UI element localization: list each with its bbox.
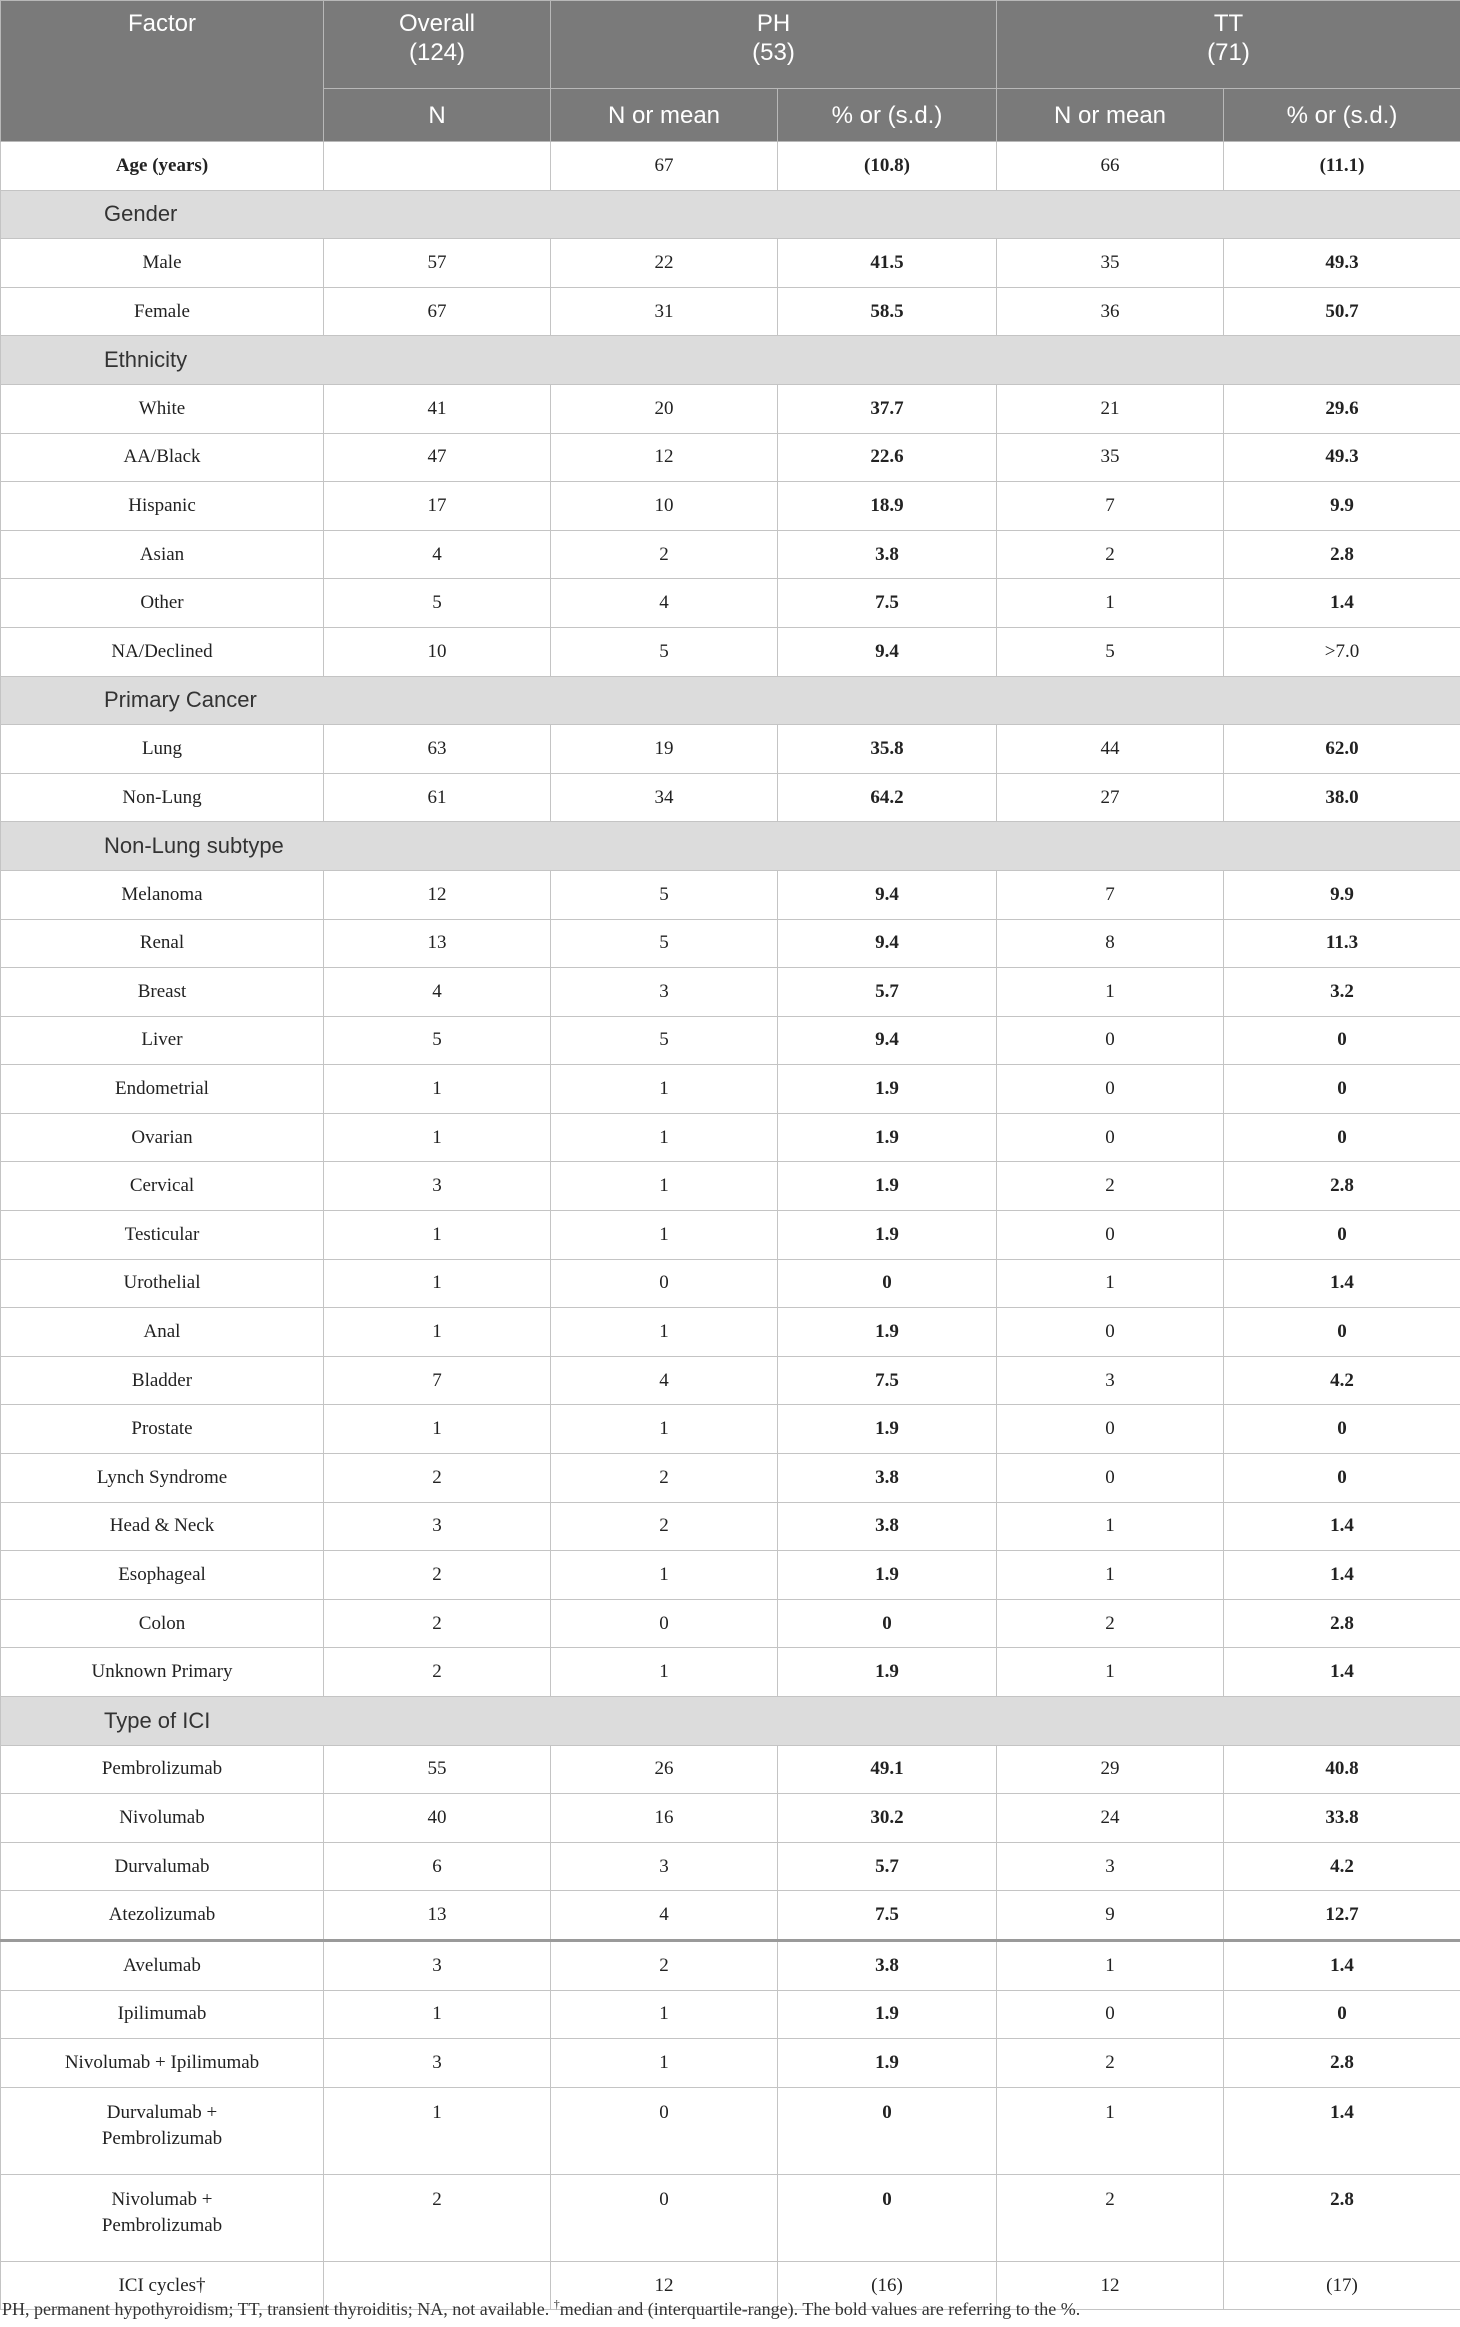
tt-n: 1 bbox=[997, 579, 1224, 628]
tt-pct: 9.9 bbox=[1224, 870, 1460, 919]
tt-n: 2 bbox=[997, 2039, 1224, 2088]
table-row-age bbox=[1, 142, 1460, 191]
ph-pct: 1.9 bbox=[778, 1551, 997, 1600]
ph-pct: 7.5 bbox=[778, 579, 997, 628]
age-tt-mean: 66 bbox=[997, 142, 1224, 191]
ph-pct: 37.7 bbox=[778, 384, 997, 433]
ph-count: (53) bbox=[752, 39, 795, 66]
tt-n: 2 bbox=[997, 1599, 1224, 1648]
tt-pct: 1.4 bbox=[1224, 1502, 1460, 1551]
row-label: Ipilimumab bbox=[1, 1990, 324, 2039]
ph-n: 1 bbox=[551, 1405, 778, 1454]
tt-pct: 62.0 bbox=[1224, 725, 1460, 774]
row-label: Head & Neck bbox=[1, 1502, 324, 1551]
table-row bbox=[1, 1794, 1460, 1843]
ph-n: 1 bbox=[551, 1990, 778, 2039]
table-row bbox=[1, 1065, 1460, 1114]
overall-n: 41 bbox=[324, 384, 551, 433]
row-label: Non-Lung bbox=[1, 773, 324, 822]
overall-n: 67 bbox=[324, 287, 551, 336]
ph-pct: 9.4 bbox=[778, 870, 997, 919]
tt-pct: 49.3 bbox=[1224, 433, 1460, 482]
ph-n: 5 bbox=[551, 627, 778, 676]
row-label: AA/Black bbox=[1, 433, 324, 482]
row-label: White bbox=[1, 384, 324, 433]
tt-n: 35 bbox=[997, 433, 1224, 482]
ph-n: 19 bbox=[551, 725, 778, 774]
table-row bbox=[1, 1891, 1460, 1941]
ph-n: 4 bbox=[551, 1356, 778, 1405]
tt-n: 8 bbox=[997, 919, 1224, 968]
ph-n: 5 bbox=[551, 919, 778, 968]
ph-pct: 58.5 bbox=[778, 287, 997, 336]
tt-n: 1 bbox=[997, 1648, 1224, 1697]
overall-count: (124) bbox=[408, 39, 466, 66]
table-row bbox=[1, 2174, 1460, 2261]
tt-pct: 2.8 bbox=[1224, 2174, 1460, 2261]
row-label: Prostate bbox=[1, 1405, 324, 1454]
overall-n: 40 bbox=[324, 1794, 551, 1843]
ph-pct: 30.2 bbox=[778, 1794, 997, 1843]
tt-pct: 0 bbox=[1224, 1405, 1460, 1454]
row-label: Urothelial bbox=[1, 1259, 324, 1308]
tt-n: 0 bbox=[997, 1405, 1224, 1454]
ph-pct: 3.8 bbox=[778, 1454, 997, 1503]
table-row bbox=[1, 1990, 1460, 2039]
tt-pct: 2.8 bbox=[1224, 530, 1460, 579]
tt-n: 3 bbox=[997, 1842, 1224, 1891]
ph-pct: 0 bbox=[778, 2087, 997, 2174]
row-label: Melanoma bbox=[1, 870, 324, 919]
tt-pct: 0 bbox=[1224, 1990, 1460, 2039]
tt-n: 1 bbox=[997, 968, 1224, 1017]
row-label: Female bbox=[1, 287, 324, 336]
row-label: Avelumab bbox=[1, 1940, 324, 1990]
ph-pct: 1.9 bbox=[778, 1405, 997, 1454]
ph-pct: 7.5 bbox=[778, 1891, 997, 1941]
table-row bbox=[1, 725, 1460, 774]
overall-n: 4 bbox=[324, 530, 551, 579]
cycles-label: ICI cycles† bbox=[1, 2261, 324, 2310]
row-label: Male bbox=[1, 239, 324, 288]
ph-n: 1 bbox=[551, 1308, 778, 1357]
footnote-text: PH, permanent hypothyroidism; TT, transient thyroiditis; NA, not available. bbox=[2, 2299, 554, 2319]
overall-n: 1 bbox=[324, 2087, 551, 2174]
table-row bbox=[1, 433, 1460, 482]
ph-n: 2 bbox=[551, 1454, 778, 1503]
ph-n: 0 bbox=[551, 2174, 778, 2261]
tt-n: 1 bbox=[997, 1940, 1224, 1990]
ph-n: 34 bbox=[551, 773, 778, 822]
ph-pct: 0 bbox=[778, 1599, 997, 1648]
subheader-overall-n: N bbox=[324, 89, 551, 142]
ph-pct: 9.4 bbox=[778, 919, 997, 968]
table-row bbox=[1, 1308, 1460, 1357]
overall-n: 4 bbox=[324, 968, 551, 1017]
tt-pct: 1.4 bbox=[1224, 1551, 1460, 1600]
ph-n: 4 bbox=[551, 1891, 778, 1941]
ph-n: 3 bbox=[551, 1842, 778, 1891]
ph-n: 2 bbox=[551, 1940, 778, 1990]
tt-pct: 0 bbox=[1224, 1454, 1460, 1503]
overall-n: 17 bbox=[324, 482, 551, 531]
table-row bbox=[1, 1842, 1460, 1891]
table-row bbox=[1, 1551, 1460, 1600]
tt-n: 7 bbox=[997, 870, 1224, 919]
tt-pct: 2.8 bbox=[1224, 1162, 1460, 1211]
tt-pct: 2.8 bbox=[1224, 1599, 1460, 1648]
tt-n: 0 bbox=[997, 1016, 1224, 1065]
age-tt-sd: (11.1) bbox=[1224, 142, 1460, 191]
table-row bbox=[1, 1405, 1460, 1454]
ph-pct: 0 bbox=[778, 2174, 997, 2261]
overall-n: 63 bbox=[324, 725, 551, 774]
tt-pct: >7.0 bbox=[1224, 627, 1460, 676]
section-header-primary-cancer bbox=[1, 676, 1460, 725]
tt-n: 27 bbox=[997, 773, 1224, 822]
ph-n: 0 bbox=[551, 2087, 778, 2174]
table-row bbox=[1, 287, 1460, 336]
ph-n: 12 bbox=[551, 433, 778, 482]
table-row bbox=[1, 1940, 1460, 1990]
tt-n: 29 bbox=[997, 1745, 1224, 1794]
tt-pct: 4.2 bbox=[1224, 1842, 1460, 1891]
cycles-ph-iqr: (16) bbox=[778, 2261, 997, 2310]
table-row bbox=[1, 579, 1460, 628]
overall-n: 61 bbox=[324, 773, 551, 822]
table-row bbox=[1, 1454, 1460, 1503]
tt-n: 0 bbox=[997, 1113, 1224, 1162]
table-row bbox=[1, 2087, 1460, 2174]
row-label: Nivolumab + Pembrolizumab bbox=[1, 2174, 324, 2261]
overall-n: 1 bbox=[324, 1113, 551, 1162]
overall-n: 3 bbox=[324, 2039, 551, 2088]
cycles-tt-iqr: (17) bbox=[1224, 2261, 1460, 2310]
table-row bbox=[1, 773, 1460, 822]
ph-label: PH bbox=[756, 10, 791, 37]
tt-pct: 33.8 bbox=[1224, 1794, 1460, 1843]
overall-n: 10 bbox=[324, 627, 551, 676]
table-row bbox=[1, 1162, 1460, 1211]
section-header-ethnicity bbox=[1, 336, 1460, 385]
overall-n: 1 bbox=[324, 1405, 551, 1454]
section-header-type-of-ici bbox=[1, 1697, 1460, 1746]
ph-pct: 35.8 bbox=[778, 725, 997, 774]
overall-label: Overall bbox=[398, 10, 476, 37]
overall-n: 7 bbox=[324, 1356, 551, 1405]
factor-header: Factor bbox=[1, 1, 324, 142]
row-label: NA/Declined bbox=[1, 627, 324, 676]
overall-n: 55 bbox=[324, 1745, 551, 1794]
tt-pct: 0 bbox=[1224, 1065, 1460, 1114]
table-row bbox=[1, 968, 1460, 1017]
tt-pct: 49.3 bbox=[1224, 239, 1460, 288]
ph-pct: 1.9 bbox=[778, 1162, 997, 1211]
tt-n: 7 bbox=[997, 482, 1224, 531]
row-label: Colon bbox=[1, 1599, 324, 1648]
row-label: Liver bbox=[1, 1016, 324, 1065]
ph-n: 20 bbox=[551, 384, 778, 433]
section-title: Non-Lung subtype bbox=[1, 822, 1460, 871]
tt-n: 0 bbox=[997, 1211, 1224, 1260]
tt-pct: 50.7 bbox=[1224, 287, 1460, 336]
tt-n: 44 bbox=[997, 725, 1224, 774]
section-header-gender bbox=[1, 190, 1460, 239]
ph-n: 1 bbox=[551, 1551, 778, 1600]
overall-n: 1 bbox=[324, 1308, 551, 1357]
ph-header bbox=[551, 1, 997, 89]
ph-n: 1 bbox=[551, 2039, 778, 2088]
tt-n: 1 bbox=[997, 2087, 1224, 2174]
table-row bbox=[1, 1356, 1460, 1405]
tt-n: 21 bbox=[997, 384, 1224, 433]
row-label: Lynch Syndrome bbox=[1, 1454, 324, 1503]
table-row bbox=[1, 1211, 1460, 1260]
ph-pct: 22.6 bbox=[778, 433, 997, 482]
ph-pct: 5.7 bbox=[778, 1842, 997, 1891]
tt-pct: 1.4 bbox=[1224, 1940, 1460, 1990]
tt-n: 0 bbox=[997, 1065, 1224, 1114]
ph-n: 1 bbox=[551, 1065, 778, 1114]
overall-n: 6 bbox=[324, 1842, 551, 1891]
age-overall bbox=[324, 142, 551, 191]
tt-pct: 0 bbox=[1224, 1211, 1460, 1260]
ph-n: 1 bbox=[551, 1211, 778, 1260]
tt-n: 24 bbox=[997, 1794, 1224, 1843]
tt-n: 1 bbox=[997, 1259, 1224, 1308]
ph-pct: 0 bbox=[778, 1259, 997, 1308]
tt-n: 1 bbox=[997, 1551, 1224, 1600]
tt-pct: 29.6 bbox=[1224, 384, 1460, 433]
tt-n: 36 bbox=[997, 287, 1224, 336]
tt-n: 5 bbox=[997, 627, 1224, 676]
tt-pct: 40.8 bbox=[1224, 1745, 1460, 1794]
ph-n: 4 bbox=[551, 579, 778, 628]
overall-n: 5 bbox=[324, 1016, 551, 1065]
table-row bbox=[1, 239, 1460, 288]
table-row bbox=[1, 2039, 1460, 2088]
overall-n: 13 bbox=[324, 1891, 551, 1941]
ph-n: 5 bbox=[551, 1016, 778, 1065]
ph-pct: 18.9 bbox=[778, 482, 997, 531]
row-label: Durvalumab bbox=[1, 1842, 324, 1891]
ph-n: 0 bbox=[551, 1259, 778, 1308]
table-header bbox=[1, 1, 1460, 142]
row-label: Atezolizumab bbox=[1, 1891, 324, 1941]
tt-n: 2 bbox=[997, 2174, 1224, 2261]
table-row bbox=[1, 627, 1460, 676]
overall-n: 2 bbox=[324, 1599, 551, 1648]
overall-n: 57 bbox=[324, 239, 551, 288]
overall-n: 2 bbox=[324, 1551, 551, 1600]
overall-n: 3 bbox=[324, 1162, 551, 1211]
age-ph-sd: (10.8) bbox=[778, 142, 997, 191]
table-row bbox=[1, 1502, 1460, 1551]
ph-pct: 49.1 bbox=[778, 1745, 997, 1794]
age-label: Age (years) bbox=[1, 142, 324, 191]
ph-pct: 9.4 bbox=[778, 1016, 997, 1065]
cycles-tt-median: 12 bbox=[997, 2261, 1224, 2310]
row-label: Endometrial bbox=[1, 1065, 324, 1114]
ph-n: 1 bbox=[551, 1162, 778, 1211]
table-row bbox=[1, 482, 1460, 531]
subheader-tt-n: N or mean bbox=[997, 89, 1224, 142]
overall-n: 1 bbox=[324, 1990, 551, 2039]
ph-pct: 7.5 bbox=[778, 1356, 997, 1405]
row-label: Unknown Primary bbox=[1, 1648, 324, 1697]
tt-pct: 11.3 bbox=[1224, 919, 1460, 968]
tt-label: TT bbox=[1213, 10, 1244, 37]
table-body bbox=[1, 142, 1460, 2310]
ph-n: 1 bbox=[551, 1648, 778, 1697]
ph-n: 31 bbox=[551, 287, 778, 336]
ph-pct: 3.8 bbox=[778, 1502, 997, 1551]
ph-pct: 1.9 bbox=[778, 1990, 997, 2039]
overall-n: 47 bbox=[324, 433, 551, 482]
row-label: Lung bbox=[1, 725, 324, 774]
tt-n: 35 bbox=[997, 239, 1224, 288]
overall-n: 2 bbox=[324, 2174, 551, 2261]
ph-pct: 1.9 bbox=[778, 1065, 997, 1114]
ph-n: 26 bbox=[551, 1745, 778, 1794]
table-row bbox=[1, 1648, 1460, 1697]
ph-n: 2 bbox=[551, 1502, 778, 1551]
ph-pct: 5.7 bbox=[778, 968, 997, 1017]
cycles-ph-median: 12 bbox=[551, 2261, 778, 2310]
overall-n: 1 bbox=[324, 1065, 551, 1114]
table-row bbox=[1, 1113, 1460, 1162]
tt-pct: 1.4 bbox=[1224, 2087, 1460, 2174]
row-label: Breast bbox=[1, 968, 324, 1017]
overall-n: 2 bbox=[324, 1648, 551, 1697]
overall-n: 5 bbox=[324, 579, 551, 628]
ph-n: 22 bbox=[551, 239, 778, 288]
table-row bbox=[1, 530, 1460, 579]
table-row bbox=[1, 1745, 1460, 1794]
ph-n: 3 bbox=[551, 968, 778, 1017]
tt-count: (71) bbox=[1207, 39, 1250, 66]
ph-pct: 1.9 bbox=[778, 1211, 997, 1260]
ph-pct: 1.9 bbox=[778, 1308, 997, 1357]
tt-n: 9 bbox=[997, 1891, 1224, 1941]
ph-n: 1 bbox=[551, 1113, 778, 1162]
tt-n: 0 bbox=[997, 1990, 1224, 2039]
row-label: Cervical bbox=[1, 1162, 324, 1211]
ph-pct: 1.9 bbox=[778, 1113, 997, 1162]
ph-n: 2 bbox=[551, 530, 778, 579]
table-row bbox=[1, 1016, 1460, 1065]
ph-pct: 3.8 bbox=[778, 530, 997, 579]
ph-pct: 3.8 bbox=[778, 1940, 997, 1990]
row-label: Anal bbox=[1, 1308, 324, 1357]
row-label: Renal bbox=[1, 919, 324, 968]
table-row bbox=[1, 870, 1460, 919]
ph-n: 0 bbox=[551, 1599, 778, 1648]
footnote-dagger: † bbox=[553, 2297, 560, 2311]
tt-pct: 1.4 bbox=[1224, 579, 1460, 628]
overall-n: 13 bbox=[324, 919, 551, 968]
overall-n: 1 bbox=[324, 1211, 551, 1260]
tt-n: 1 bbox=[997, 1502, 1224, 1551]
tt-pct: 3.2 bbox=[1224, 968, 1460, 1017]
tt-n: 3 bbox=[997, 1356, 1224, 1405]
tt-pct: 38.0 bbox=[1224, 773, 1460, 822]
ph-n: 10 bbox=[551, 482, 778, 531]
tt-pct: 4.2 bbox=[1224, 1356, 1460, 1405]
table-row bbox=[1, 1259, 1460, 1308]
table-row bbox=[1, 1599, 1460, 1648]
subheader-ph-n: N or mean bbox=[551, 89, 778, 142]
ph-n: 5 bbox=[551, 870, 778, 919]
row-label: Hispanic bbox=[1, 482, 324, 531]
row-label: Durvalumab + Pembrolizumab bbox=[1, 2087, 324, 2174]
age-ph-mean: 67 bbox=[551, 142, 778, 191]
overall-n: 2 bbox=[324, 1454, 551, 1503]
row-label: Testicular bbox=[1, 1211, 324, 1260]
overall-header bbox=[324, 1, 551, 89]
row-label: Asian bbox=[1, 530, 324, 579]
row-label: Other bbox=[1, 579, 324, 628]
tt-n: 2 bbox=[997, 530, 1224, 579]
tt-n: 0 bbox=[997, 1454, 1224, 1503]
tt-n: 2 bbox=[997, 1162, 1224, 1211]
ph-pct: 64.2 bbox=[778, 773, 997, 822]
row-label: Bladder bbox=[1, 1356, 324, 1405]
tt-pct: 0 bbox=[1224, 1113, 1460, 1162]
section-header-non-lung-subtype bbox=[1, 822, 1460, 871]
tt-pct: 1.4 bbox=[1224, 1648, 1460, 1697]
section-title: Ethnicity bbox=[1, 336, 1460, 385]
tt-pct: 0 bbox=[1224, 1016, 1460, 1065]
tt-pct: 9.9 bbox=[1224, 482, 1460, 531]
row-label: Nivolumab + Ipilimumab bbox=[1, 2039, 324, 2088]
section-title: Type of ICI bbox=[1, 1697, 1460, 1746]
table-row bbox=[1, 384, 1460, 433]
ph-pct: 1.9 bbox=[778, 1648, 997, 1697]
overall-n: 3 bbox=[324, 1940, 551, 1990]
ph-n: 16 bbox=[551, 1794, 778, 1843]
table-row bbox=[1, 919, 1460, 968]
subheader-ph-pct: % or (s.d.) bbox=[778, 89, 997, 142]
footnote-text-2: median and (interquartile-range). The bold values are referring to the %. bbox=[559, 2299, 1081, 2319]
section-title: Gender bbox=[1, 190, 1460, 239]
tt-pct: 2.8 bbox=[1224, 2039, 1460, 2088]
row-label: Nivolumab bbox=[1, 1794, 324, 1843]
subheader-tt-pct: % or (s.d.) bbox=[1224, 89, 1460, 142]
row-label: Esophageal bbox=[1, 1551, 324, 1600]
overall-n: 12 bbox=[324, 870, 551, 919]
tt-pct: 12.7 bbox=[1224, 1891, 1460, 1941]
overall-n: 1 bbox=[324, 1259, 551, 1308]
ph-pct: 41.5 bbox=[778, 239, 997, 288]
tt-pct: 0 bbox=[1224, 1308, 1460, 1357]
section-title: Primary Cancer bbox=[1, 676, 1460, 725]
tt-header bbox=[997, 1, 1460, 89]
row-label: Ovarian bbox=[1, 1113, 324, 1162]
overall-n: 3 bbox=[324, 1502, 551, 1551]
tt-n: 0 bbox=[997, 1308, 1224, 1357]
table-footnote bbox=[2, 2297, 1080, 2320]
tt-pct: 1.4 bbox=[1224, 1259, 1460, 1308]
ph-pct: 1.9 bbox=[778, 2039, 997, 2088]
row-label: Pembrolizumab bbox=[1, 1745, 324, 1794]
ph-pct: 9.4 bbox=[778, 627, 997, 676]
